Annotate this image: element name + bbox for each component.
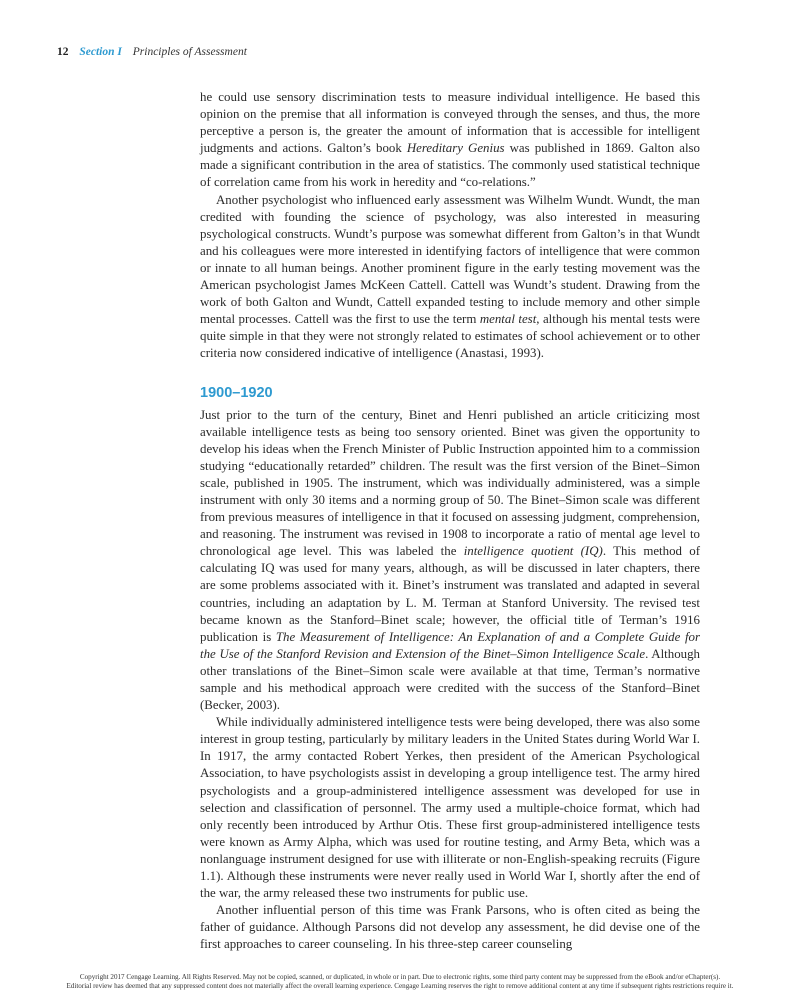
- paragraph: [200, 714, 700, 902]
- running-header: [57, 46, 247, 58]
- text-run: . Although other translations of the Binet–Simon scale were available at that time, Terman’s normative sample and his methodical approach were credited with the success of the Stanford–Binet (Becker, 2003).: [200, 646, 700, 713]
- text-run: Another influential person of this time was Frank Parsons, who is often cited as being the father of guidance. Although Parsons did not develop any assessment, he did devise one of the first approaches to career counseling. In his three-step career counseling: [200, 903, 700, 952]
- page-number: 12: [57, 46, 69, 58]
- text-run: . This method of calculating IQ was used for many years, although, as will be discussed in later chapters, there are some problems associated with it. Binet’s instrument was translated and adapted in several countries, including an adaptation by L. M. Terman at Stanford University. The revised test became known as the Stanford–Binet scale; however, the official title of Terman’s 1916 publication is: [200, 544, 700, 644]
- text-run: was published in 1869. Galton also made a significant contribution in the area of statistics. The commonly used statistical technique of correlation came from his work in heredity and “co-relations.”: [200, 141, 700, 190]
- text-run: he could use sensory discrimination tests to measure individual intelligence. He based this opinion on the premise that all information is conveyed through the senses, and thus, the more perceptive a person is, the greater the amount of information that is accessible for intelligent judgments and actions. Galton’s book: [200, 90, 700, 156]
- italic-text: Hereditary Genius: [406, 141, 505, 156]
- text-run: Just prior to the turn of the century, Binet and Henri published an article criticizing most available intelligence tests as being too sensory oriented. Binet was given the opportunity to develop his ideas when the French Minister of Public Instruction appointed him to a commission studying “educationally retarded” children. The result was the first version of the Binet–Simon scale, published in 1905. The instrument, which was individually administered, was a simple instrument with only 30 items and a norming group of 50. The Binet–Simon scale was different from previous measures of intelligence in that it focused on assessing judgment, comprehension, and reasoning. The instrument was revised in 1908 to incorporate a ratio of mental age level to chronological age level. This was labeled the: [200, 407, 700, 559]
- copyright-notice: [0, 973, 800, 991]
- copyright-line-2: Editorial review has deemed that any suppressed content does not materially affect the overall learning experience. Cengage Learning reserves the right to remove additional content at any time if subsequent rights restrictions require it.: [66, 982, 734, 990]
- paragraph: [200, 407, 700, 715]
- text-run: , although his mental tests were quite simple in that they were not strongly related to estimates of school achievement or to other criteria now considered indicative of intelligence (Anastasi, 1993).: [200, 312, 701, 361]
- text-run: While individually administered intelligence tests were being developed, there was also some interest in group testing, particularly by military leaders in the United States during World War I. In 1917, the army contacted Robert Yerkes, then president of the American Psychological Association, to have psychologists assist in developing a group intelligence test. The army hired psychologists and a group-administered intelligence assessment was developed for use in selection and classification of personnel. The army used a multiple-choice format, which had only recently been introduced by Arthur Otis. These first group-administered intelligence tests were known as Army Alpha, which was used for routine testing, and Army Beta, which was a nonlanguage instrument designed for use with illiterate or non-English-speaking recruits (Figure 1.1). Although these instruments were never really used in World War I, shortly after the end of the war, the army released these two instruments for public use.: [200, 715, 700, 901]
- paragraph: [200, 89, 700, 192]
- paragraph: [200, 192, 700, 363]
- italic-text: intelligence quotient (IQ): [463, 544, 603, 559]
- section-heading: 1900–1920: [200, 384, 273, 401]
- italic-text: mental test: [479, 312, 537, 327]
- copyright-line-1: Copyright 2017 Cengage Learning. All Rights Reserved. May not be copied, scanned, or duplicated, in whole or in part. Due to electronic rights, some third party content may be suppressed from the eBook and/or eChapter(s).: [79, 973, 721, 981]
- body-text: [200, 89, 700, 954]
- section-label: Section I: [79, 46, 122, 58]
- text-run: Another psychologist who influenced early assessment was Wilhelm Wundt. Wundt, the man credited with founding the science of psychology, was also interested in measuring psychological constructs. Wundt’s purpose was somewhat different from Galton’s in that Wundt and his colleagues were more interested in identifying factors of intelligence that were common or innate to all human beings. Another prominent figure in the early testing movement was the American psychologist James McKeen Cattell. Cattell was Wundt’s student. Drawing from the work of both Galton and Wundt, Cattell expanded testing to include memory and other simple mental processes. Cattell was the first to use the term: [200, 192, 700, 327]
- paragraph: [200, 902, 700, 953]
- paragraphs-top: [200, 89, 700, 363]
- paragraphs-bottom: [200, 407, 700, 954]
- italic-text: The Measurement of Intelligence: An Explanation of and a Complete Guide for the Use of the Stanford Revision and Extension of the Binet–Simon Intelligence Scale: [200, 629, 701, 661]
- chapter-title: Principles of Assessment: [132, 46, 247, 58]
